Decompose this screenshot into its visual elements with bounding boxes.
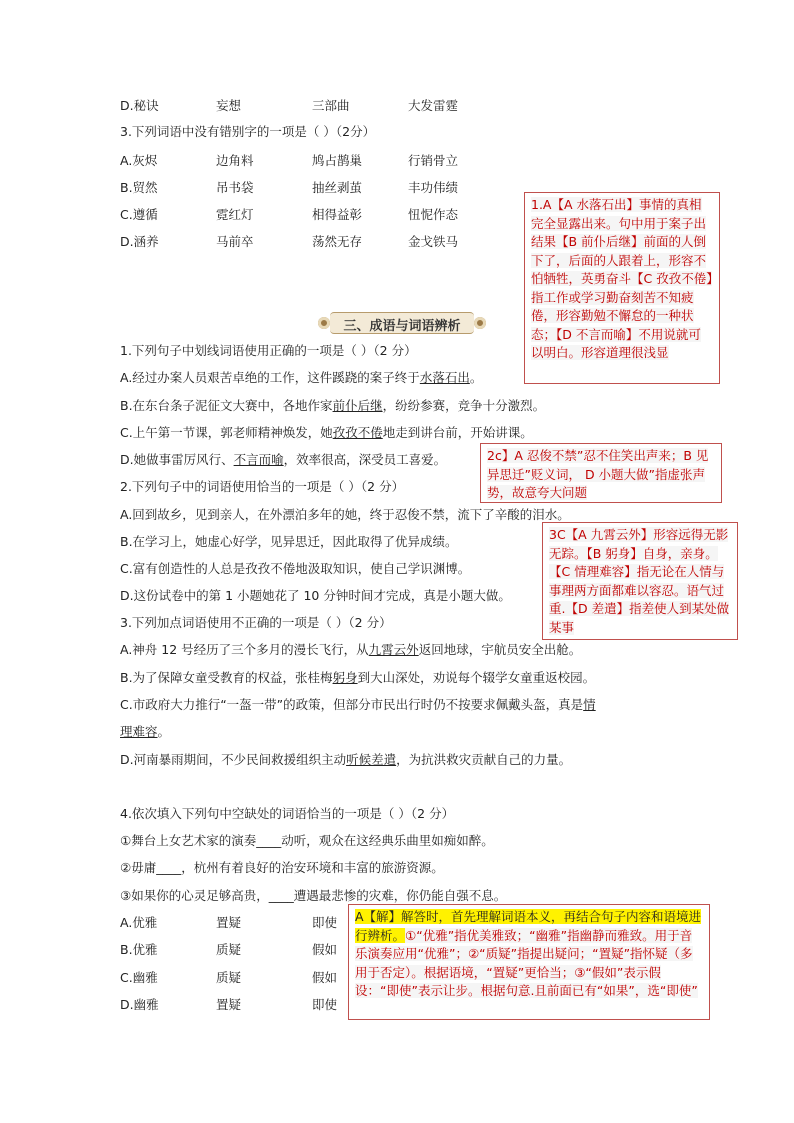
q2-option-c: C.富有创造性的人总是孜孜不倦地汲取知识，使自己学识渊博。 <box>120 561 471 576</box>
q3-option-a-word1: 边角料 <box>216 153 254 168</box>
answer-note-2-text: 2c】A 忍俊不禁”忍不住笑出声来；B 见异思迁”贬义词， D 小题大做”指虚张声势，故意夸大问题 <box>487 448 709 500</box>
q1-option-b: B.在东台条子泥征文大赛中，各地作家前仆后继，纷纷参赛，竞争十分激烈。 <box>120 398 546 413</box>
q4-option-a-label: A.优雅 <box>120 915 158 930</box>
q4-sentence-1: ①舞台上女艺术家的演奏____动听，观众在这经典乐曲里如痴如醉。 <box>120 833 494 848</box>
q3-option-c-line2: 理难容。 <box>120 724 171 739</box>
option-d-word3: 大发雷霆 <box>408 98 459 113</box>
q3-option-b-label: B.贸然 <box>120 180 158 195</box>
q3-option-c-word3: 忸怩作态 <box>408 207 459 222</box>
section-title: 三、成语与词语辨析 <box>343 319 461 334</box>
q4-option-d-word2: 即使 <box>312 997 338 1012</box>
q2-option-d: D.这份试卷中的第 1 小题她花了 10 分钟时间才完成，真是小题大做。 <box>120 588 511 603</box>
q3-c-dotted-word-part2: 理难容 <box>120 724 158 739</box>
q4-option-a-word1: 置疑 <box>216 915 242 930</box>
q3-option-a-word2: 鸠占鹊巢 <box>312 153 363 168</box>
q3-title: 3.下列加点词语使用不正确的一项是（ ）（2 分） <box>120 615 392 630</box>
q3-option-d-label: D.涵养 <box>120 234 159 249</box>
q3-option-d-word3: 金戈铁马 <box>408 234 459 249</box>
q4-option-b-label: B.优雅 <box>120 942 158 957</box>
option-d-word2: 三部曲 <box>312 98 350 113</box>
q3-option-c-label: C.遵循 <box>120 207 158 222</box>
q4-option-b-word2: 假如 <box>312 942 338 957</box>
q1-c-underlined-word: 孜孜不倦 <box>332 425 383 440</box>
q3-option-c-line1: C.市政府大力推行“一盔一带”的政策，但部分市民出行时仍不按要求佩戴头盔，真是情 <box>120 697 596 712</box>
q3-option-d-word1: 马前卒 <box>216 234 254 249</box>
q3-a-dotted-word: 九霄云外 <box>368 642 419 657</box>
q3-option-b-word3: 丰功伟绩 <box>408 180 459 195</box>
q3-d-dotted-word: 听候差遣 <box>346 752 397 767</box>
q4-option-c-word2: 假如 <box>312 970 338 985</box>
q3-option-d: D.河南暴雨期间，不少民间救援组织主动听候差遣，为抗洪救灾贡献自己的力量。 <box>120 752 572 767</box>
q4-option-d-word1: 置疑 <box>216 997 242 1012</box>
option-d-word1: 妄想 <box>216 98 242 113</box>
answer-note-2 <box>480 443 722 503</box>
answer-note-4-heading: A【解】解答时，首先理解词语本义，再结合句子内容和语境进行辨析。 <box>355 909 702 943</box>
q3-option-a-label: A.灰烬 <box>120 153 158 168</box>
q3-c-dotted-word-part1: 情 <box>583 697 596 712</box>
q1-d-underlined-word: 不言而喻 <box>233 452 284 467</box>
q1-option-d: D.她做事雷厉风行、不言而喻，效率很高，深受员工喜爱。 <box>120 452 447 467</box>
q4-option-d-label: D.幽雅 <box>120 997 159 1012</box>
q2-title: 2.下列句子中的词语使用恰当的一项是（ ）（2 分） <box>120 479 405 494</box>
q1-title: 1.下列句子中划线词语使用正确的一项是（ ）（2 分） <box>120 343 417 358</box>
q3-b-dotted-word: 躬身 <box>332 670 358 685</box>
q2-option-a: A.回到故乡，见到亲人，在外漂泊多年的她，终于忍俊不禁，流下了辛酸的泪水。 <box>120 507 570 522</box>
answer-note-1 <box>524 192 720 384</box>
q3-option-a: A.神舟 12 号经历了三个多月的漫长飞行，从九霄云外返回地球，宇航员安全出舱。 <box>120 642 582 657</box>
answer-note-4-text: ①“优雅”指优美雅致；“幽雅”指幽静而雅致。用于音乐演奏应用“优雅”；②“质疑”指提出疑问；“置疑”指怀疑（多用于否定）。根据语境，“置疑”更恰当；③“假如”表示假设：“即使”表示让步。根据句意.且前面已有“如果”，选“即使” <box>355 927 698 998</box>
q3-option-b-word1: 吊书袋 <box>216 180 254 195</box>
section-banner <box>316 308 488 338</box>
answer-note-1-text: 1.A【A 水落石出】事情的真相完全显露出来。句中用于案子出结果【B 前仆后继】前面的人倒下了，后面的人跟着上，形容不怕牺牲，英勇奋斗【C 孜孜不倦】指工作或学习勤奋刻苦不知疲倦，形容勤勉不懈怠的一种状态；【D 不言而喻】不用说就可以明白。形容道理很浅显 <box>531 197 713 360</box>
q2-option-b: B.在学习上，她虚心好学，见异思迁，因此取得了优异成绩。 <box>120 534 458 549</box>
q4-option-c-label: C.幽雅 <box>120 970 158 985</box>
answer-note-3-text: 3C【A 九霄云外】形容远得无影无踪。【B 躬身】自身，亲身。【C 情理难容】指无论在人情与事理两方面都难以容忍。语气过重.【D 差遣】指差使人到某处做某事 <box>549 527 730 635</box>
answer-note-4 <box>348 904 710 1020</box>
q1-option-c: C.上午第一节课，郭老师精神焕发，她孜孜不倦地走到讲台前，开始讲课。 <box>120 425 533 440</box>
q3-option-b: B.为了保障女童受教育的权益，张桂梅躬身到大山深处，劝说每个辍学女童重返校园。 <box>120 670 596 685</box>
q4-title: 4.依次填入下列句中空缺处的词语恰当的一项是（ ）（2 分） <box>120 806 455 821</box>
option-d-label: D.秘诀 <box>120 98 159 113</box>
q4-sentence-3: ③如果你的心灵足够高贵，____遭遇最悲惨的灾难，你仍能自强不息。 <box>120 888 507 903</box>
q1-b-underlined-word: 前仆后继 <box>332 398 383 413</box>
q1-a-underlined-word: 水落石出 <box>419 370 470 385</box>
answer-note-3 <box>542 522 738 640</box>
q3-option-c-word1: 霓红灯 <box>216 207 254 222</box>
q4-option-a-word2: 即使 <box>312 915 338 930</box>
q4-sentence-2: ②毋庸____，杭州有着良好的治安环境和丰富的旅游资源。 <box>120 860 444 875</box>
q3-option-c-word2: 相得益彰 <box>312 207 363 222</box>
q4-option-c-word1: 质疑 <box>216 970 242 985</box>
q3-option-b-word2: 抽丝剥茧 <box>312 180 363 195</box>
q3-option-d-word2: 荡然无存 <box>312 234 363 249</box>
q4-option-b-word1: 质疑 <box>216 942 242 957</box>
q1-option-a: A.经过办案人员艰苦卓绝的工作，这件蹊跷的案子终于水落石出。 <box>120 370 483 385</box>
q3-option-a-word3: 行销骨立 <box>408 153 459 168</box>
question-3-title: 3.下列词语中没有错别字的一项是（ ）（2分） <box>120 124 376 139</box>
